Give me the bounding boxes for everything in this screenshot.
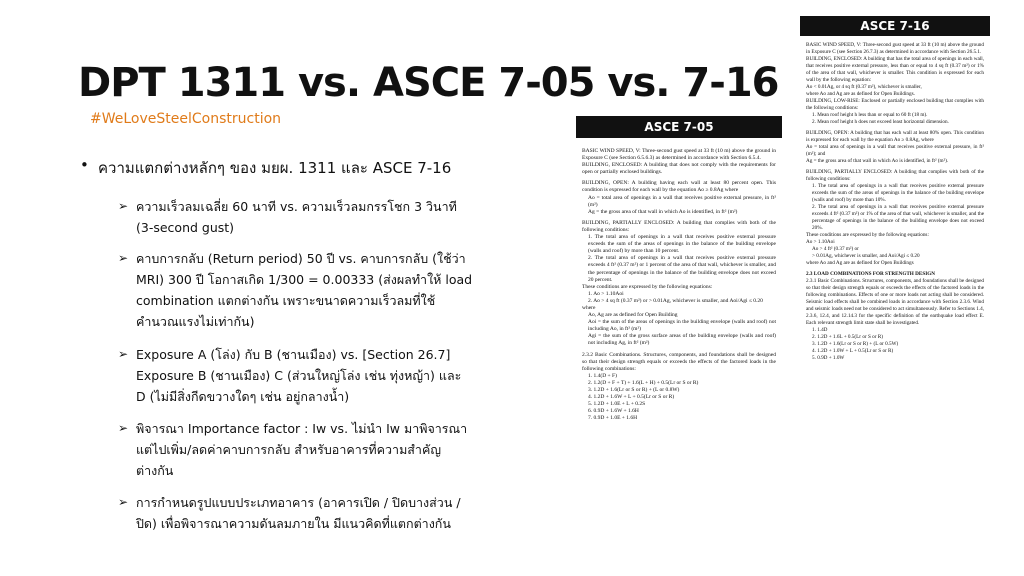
load-combination: 6. 0.9D + 1.6W + 1.6H — [588, 408, 639, 415]
load-combination: 5. 1.2D + 1.0E + L + 0.2S — [588, 401, 646, 408]
bullet-dot-icon: • — [80, 156, 89, 174]
load-combination: 2. 1.2(D + F + T) + 1.6(L + H) + 0.5(Lr or S or R) — [588, 379, 699, 386]
sub-bullet-importance-factor — [118, 418, 558, 481]
load-combination: 1. 1.4D — [812, 327, 828, 333]
doc-paragraph: BASIC WIND SPEED, V: Three-second gust speed at 33 ft (10 m) above the ground in Exposure C (see Section 26.7.3) as determined in accordance with Section 26.5.1. — [806, 42, 984, 55]
arrow-bullet-icon: ➢ — [118, 347, 129, 361]
sub-bullet-line: (3-second gust) — [136, 220, 235, 235]
sub-bullet-line: แต่ไปเพิ่ม/ลดค่าคาบการกลับ สำหรับอาคารที่ความสำคัญ — [136, 442, 441, 457]
doc-paragraph: BUILDING, OPEN: A building having each wall at least 80 percent open. This condition is expressed for each wall by the equation Ao ≥ 0.8Ag where — [582, 180, 776, 194]
asce-7-16-header: ASCE 7-16 — [800, 16, 990, 36]
sub-bullet-line: ความเร็วลมเฉลี่ย 60 นาที vs. ความเร็วลมกรรโชก 3 วินาที — [136, 199, 457, 214]
doc-paragraph: 2. The total area of openings in a wall that receives positive external pressure exceeds 4 ft² (0.37 m²) or 1% of the area of that wall, whichever is smaller, and the percentage of openings in the balance of the building envelope does not exceed 20%. — [812, 204, 985, 231]
load-combination: 3. 1.2D + 1.6(Lr or S or R) + (L or 0.5W) — [812, 341, 899, 347]
doc-paragraph: Agi = the sum of the gross surface areas of the building envelope (walls and roof) not including Ag, in ft² (m²) — [588, 333, 776, 347]
sub-bullet-line: Exposure B (ชานเมือง) C (ส่วนใหญ่โล่ง เช่น ทุ่งหญ้า) และ — [136, 368, 462, 383]
load-combination: 4. 1.2D + 1.0W + L + 0.5(Lr or S or R) — [812, 348, 894, 354]
doc-paragraph: BUILDING, OPEN: A building that has each wall at least 80% open. This condition is expressed for each wall by the equation Ao ≥ 0.8Ag, where — [806, 130, 984, 143]
asce-7-16-body — [806, 42, 984, 362]
doc-paragraph: Ag = the gross area of that wall in which Ao is identified, in ft² (m²). — [806, 158, 949, 164]
sub-bullet-line: พิจารณา Importance factor : Iw vs. ไม่นำ Iw มาพิจารณา — [136, 421, 468, 436]
doc-paragraph: 1. Ao > 1.10Aoi — [588, 290, 624, 297]
sub-bullet-line: D (ไม่มีสิ่งกีดขวางใดๆ เช่น อยู่กลางน้ำ) — [136, 389, 350, 404]
load-combination: 2. 1.2D + 1.6L + 0.5(Lr or S or R) — [812, 334, 883, 340]
sub-bullet-building-type — [118, 492, 558, 534]
doc-paragraph: Aoi = the sum of the areas of openings in the building envelope (walls and roof) not including Ao, in ft² (m²) — [588, 319, 776, 333]
doc-paragraph: Ao, Ag are as defined for Open Building — [588, 312, 678, 319]
load-combination: 4. 1.2D + 1.6W + L + 0.5(Lr or S or R) — [588, 394, 675, 401]
main-bullet-text: ความแตกต่างหลักๆ ของ มยผ. 1311 และ ASCE 7-16 — [98, 159, 452, 177]
doc-paragraph: BUILDING, LOW-RISE: Enclosed or partially enclosed building that complies with the following conditions: — [806, 98, 984, 111]
doc-paragraph: Ao > 4 ft² (0.37 m²) or — [812, 246, 859, 252]
doc-paragraph: These conditions are expressed by the following equations: — [582, 283, 713, 290]
doc-paragraph: Ao = total area of openings in a wall that receives positive external pressure, in ft² (m²) — [588, 194, 776, 208]
asce-7-05-excerpt — [576, 116, 782, 560]
sub-bullet-line: Exposure A (โล่ง) กับ B (ชานเมือง) vs. [Section 26.7] — [136, 347, 451, 362]
doc-paragraph: 2. The total area of openings in a wall that receives positive external pressure exceeds 4 ft² (0.37 m²) or 1 percent of the area of that wall, whichever is smaller, and the percentage of openings in the balance of the building envelope does not exceed 20 percent. — [588, 255, 776, 283]
load-combination: 7. 0.9D + 1.0E + 1.6H — [588, 415, 638, 422]
doc-paragraph: where Ao and Ag are as defined for Open Buildings. — [806, 91, 915, 97]
doc-paragraph: 1. The total area of openings in a wall that receives positive external pressure exceeds the sum of the areas of openings in the balance of the building envelope (walls and roof) by more than 10%. — [812, 183, 984, 203]
doc-paragraph: BUILDING, PARTIALLY ENCLOSED: A building that complies with both of the following conditions: — [806, 169, 984, 182]
doc-paragraph: 1. Mean roof height h less than or equal to 60 ft (18 m). — [812, 112, 928, 118]
doc-paragraph: Ag = the gross area of that wall in which Ao is identified, in ft² (m²) — [588, 208, 738, 215]
doc-paragraph: 2. Ao > 4 sq ft (0.37 m²) or > 0.01Ag, whichever is smaller, and Aoi/Agi ≤ 0.20 — [588, 297, 763, 304]
doc-paragraph: Ao = total area of openings in a wall that receives positive external pressure, in ft² (m²); and — [806, 144, 984, 157]
load-combination: 5. 0.9D + 1.0W — [812, 355, 845, 361]
sub-bullet-line: ต่างกัน — [136, 463, 174, 478]
sub-bullet-line: MRI) 300 ปี โอกาสเกิด 1/300 = 0.00333 (ส่งผลทำให้ load — [136, 272, 473, 287]
sub-bullet-wind-speed — [118, 196, 558, 238]
sub-bullet-line: ปิด) เพื่อพิจารณาความดันลมภายใน มีแนวคิดที่แตกต่างกัน — [136, 516, 451, 531]
sub-bullet-line: การกำหนดรูปแบบประเภทอาคาร (อาคารเปิด / ปิดบางส่วน / — [136, 495, 461, 510]
asce-7-05-body — [582, 148, 776, 422]
sub-bullet-line: คำนวณแรงไม่เท่ากัน) — [136, 314, 255, 329]
doc-paragraph: These conditions are expressed by the following equations: — [806, 232, 929, 238]
arrow-bullet-icon: ➢ — [118, 495, 129, 509]
doc-paragraph: > 0.01Ag, whichever is smaller, and Aoi/Agi ≤ 0.20 — [812, 253, 920, 259]
asce-7-16-excerpt — [800, 16, 990, 564]
doc-section-heading: 2.3 LOAD COMBINATIONS FOR STRENGTH DESIGN — [806, 271, 936, 277]
sub-bullet-return-period — [118, 248, 558, 332]
sub-bullet-exposure — [118, 344, 558, 407]
doc-paragraph: where Ao and Ag are as defined for Open Buildings — [806, 260, 914, 266]
load-combination: 1. 1.4(D + F) — [588, 372, 617, 379]
sub-bullet-line: คาบการกลับ (Return period) 50 ปี vs. คาบการกลับ (ใช้ว่า — [136, 251, 466, 266]
doc-paragraph: 1. The total area of openings in a wall that receives positive external pressure exceeds the sum of the areas of openings in the balance of the building envelope (walls and roof) by more than 10 percent. — [588, 234, 776, 255]
asce-7-05-header: ASCE 7-05 — [576, 116, 782, 138]
doc-paragraph: 2.3.1 Basic Combinations. Structures, components, and foundations shall be designed so that their design strength equals or exceeds the effects of the factored loads in the following combinations. Effects of one or more loads not acting shall be considered. Seismic load effects shall be combined loads in accordance with Section 2.3.6. Wind and seismic loads need not be considered to act simultaneously. Refer to Sections 1.4, 2.3.6, 12.4, and 12.14.3 for the specific definition of the earthquake load effect E. Each relevant strength limit state shall be investigated. — [806, 278, 985, 326]
arrow-bullet-icon: ➢ — [118, 421, 129, 435]
load-combination: 3. 1.2D + 1.6(Lr or S or R) + (L or 0.8W) — [588, 387, 680, 393]
doc-paragraph: where — [582, 304, 596, 311]
doc-paragraph: Ao < 0.01Ag, or 4 sq ft (0.37 m²), whichever is smaller, — [806, 84, 922, 90]
doc-paragraph: BUILDING, PARTIALLY ENCLOSED: A building that complies with both of the following conditions: — [582, 219, 776, 233]
hashtag: #WeLoveSteelConstruction — [90, 111, 282, 127]
arrow-bullet-icon: ➢ — [118, 251, 129, 265]
doc-paragraph: 2. Mean roof height h does not exceed least horizontal dimension. — [812, 119, 949, 125]
sub-bullet-line: combination แตกต่างกัน เพราะขนาดความเร็วลมที่ใช้ — [136, 293, 436, 308]
doc-paragraph: 2.3.2 Basic Combinations. Structures, components, and foundations shall be designed so that their design strength equals or exceeds the effects of the factored loads in the following combinations: — [582, 351, 776, 372]
doc-paragraph: BUILDING, ENCLOSED: A building that does not comply with the requirements for open or partially enclosed buildings. — [582, 162, 776, 176]
doc-paragraph: Ao > 1.10Aoi — [806, 239, 835, 245]
arrow-bullet-icon: ➢ — [118, 199, 129, 213]
slide-title: DPT 1311 vs. ASCE 7-05 vs. 7-16 — [78, 60, 779, 106]
doc-paragraph: BASIC WIND SPEED, V: Three-second gust speed at 33 ft (10 m) above the ground in Exposure C (see Section 6.5.6.3) as determined in accordance with Section 6.5.4. — [582, 148, 776, 162]
doc-paragraph: BUILDING, ENCLOSED: A building that has the total area of openings in each wall, that receives positive external pressure, less than or equal to 4 sq ft (0.37 m²) or 1% of the area of that wall, whichever is smaller. This condition is expressed for each wall by the following equation: — [806, 56, 984, 83]
